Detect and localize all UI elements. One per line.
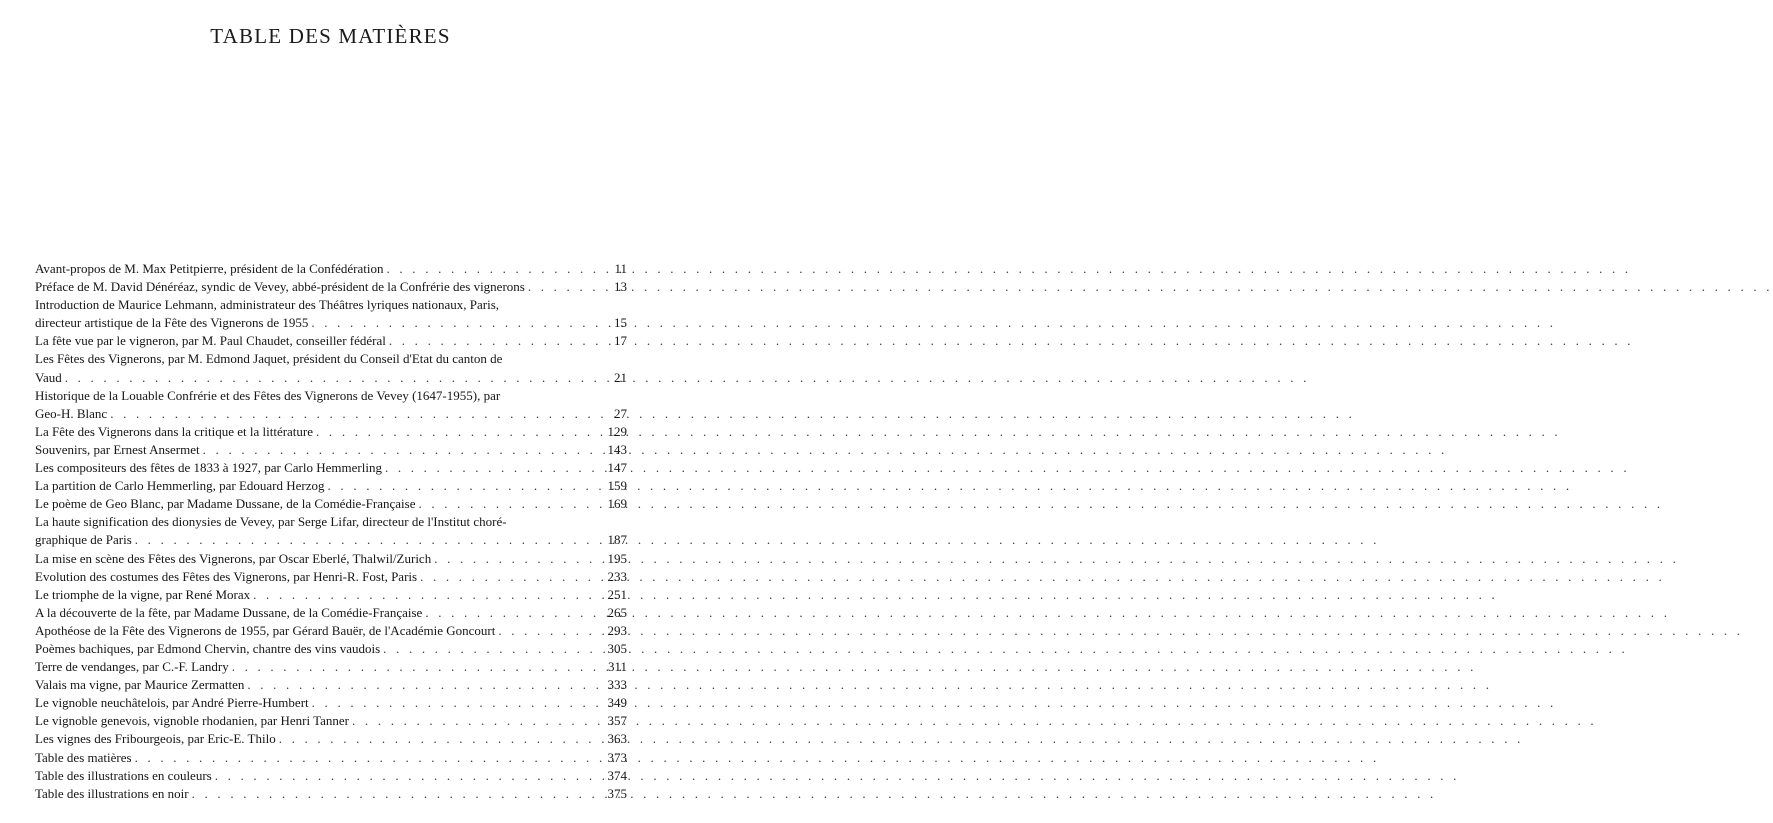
toc-entry-text: A la découverte de la fête, par Madame Dussane, de la Comédie-Française bbox=[35, 604, 423, 620]
toc-entry-text: Vaud bbox=[35, 369, 62, 385]
toc-entry-text: La haute signification des dionysies de Vevey, par Serge Lifar, directeur de l'Institut choré- bbox=[35, 514, 507, 530]
toc-entry-text: Historique de la Louable Confrérie et des Fêtes des Vignerons de Vevey (1647-1955), par bbox=[35, 387, 501, 403]
dot-leader bbox=[232, 658, 599, 676]
toc-entry bbox=[35, 387, 627, 423]
page-number: 333 bbox=[607, 677, 627, 693]
page-number: 159 bbox=[607, 478, 627, 494]
page-number: 195 bbox=[607, 550, 627, 566]
toc-entry bbox=[35, 278, 627, 296]
page-number: 293 bbox=[607, 622, 627, 638]
dot-leader bbox=[279, 730, 599, 748]
toc-entry bbox=[35, 260, 627, 278]
toc-entry-line bbox=[35, 622, 627, 640]
toc-entry-line bbox=[35, 369, 627, 387]
toc-entry bbox=[35, 495, 627, 513]
toc-entry-text: La fête vue par le vigneron, par M. Paul Chaudet, conseiller fédéral bbox=[35, 333, 386, 349]
toc-entry-text: Poèmes bachiques, par Edmond Chervin, chantre des vins vaudois bbox=[35, 640, 381, 656]
page-number: 143 bbox=[607, 441, 627, 457]
toc-entry bbox=[35, 640, 627, 658]
dot-leader bbox=[418, 495, 599, 513]
dot-leader bbox=[135, 531, 599, 549]
page-number: 349 bbox=[607, 695, 627, 711]
dot-leader bbox=[247, 676, 599, 694]
toc-entry-text: Les compositeurs des fêtes de 1833 à 1927, par Carlo Hemmerling bbox=[35, 460, 382, 476]
dot-leader bbox=[528, 278, 599, 296]
toc-entry-line bbox=[35, 405, 627, 423]
toc-entry bbox=[35, 459, 627, 477]
toc-entry-text: Préface de M. David Dénéréaz, syndic de Vevey, abbé-président de la Confrérie des vignerons bbox=[35, 279, 525, 295]
toc-entry bbox=[35, 477, 627, 495]
toc-entry-text: Table des illustrations en couleurs bbox=[35, 767, 212, 783]
toc-entry-text: Avant-propos de M. Max Petitpierre, président de la Confédération bbox=[35, 261, 384, 276]
table-of-contents bbox=[35, 260, 627, 803]
toc-entry-text: Introduction de Maurice Lehmann, administrateur des Théâtres lyriques nationaux, Paris, bbox=[35, 297, 500, 313]
toc-entry-text: Le triomphe de la vigne, par René Morax bbox=[35, 586, 251, 602]
dot-leader bbox=[498, 622, 599, 640]
toc-entry-text: La mise en scène des Fêtes des Vignerons, par Oscar Eberlé, Thalwil/Zurich bbox=[35, 550, 432, 566]
toc-entry-line bbox=[35, 477, 627, 495]
dot-leader bbox=[420, 568, 599, 586]
toc-entry-line bbox=[35, 550, 627, 568]
document-page bbox=[0, 0, 661, 823]
page-number: 27 bbox=[614, 405, 627, 421]
toc-entry-text: Valais ma vigne, par Maurice Zermatten bbox=[35, 677, 245, 693]
page-number: 233 bbox=[607, 568, 627, 584]
toc-entry bbox=[35, 676, 627, 694]
toc-entry-line bbox=[35, 586, 627, 604]
toc-entry-line bbox=[35, 694, 627, 712]
page-number: 13 bbox=[614, 279, 627, 295]
toc-entry-line bbox=[35, 531, 627, 549]
toc-entry-line bbox=[35, 749, 627, 767]
page-number: 251 bbox=[607, 586, 627, 602]
toc-entry-text: Le vignoble genevois, vignoble rhodanien, par Henri Tanner bbox=[35, 713, 350, 729]
toc-entry-line bbox=[35, 332, 627, 350]
page-number: 311 bbox=[607, 659, 627, 675]
page-number: 129 bbox=[607, 423, 627, 439]
dot-leader bbox=[135, 749, 599, 767]
toc-entry-line bbox=[35, 730, 627, 748]
page-title: TABLE DES MATIÈRES bbox=[210, 24, 451, 48]
dot-leader bbox=[328, 477, 599, 495]
dot-leader bbox=[389, 332, 599, 350]
dot-leader bbox=[253, 586, 599, 604]
page-number: 187 bbox=[607, 532, 627, 548]
toc-entry-text: Geo-H. Blanc bbox=[35, 405, 108, 421]
toc-entry bbox=[35, 586, 627, 604]
toc-entry-text: Les Fêtes des Vignerons, par M. Edmond Jaquet, président du Conseil d'Etat du canton de bbox=[35, 351, 503, 367]
toc-entry bbox=[35, 749, 627, 767]
dot-leader bbox=[352, 712, 599, 730]
page-number: 374 bbox=[607, 767, 627, 783]
dot-leader bbox=[316, 423, 599, 441]
toc-entry-line bbox=[35, 712, 627, 730]
toc-entry bbox=[35, 694, 627, 712]
toc-entry-text: Souvenirs, par Ernest Ansermet bbox=[35, 441, 200, 457]
toc-entry-line bbox=[35, 260, 627, 278]
toc-entry bbox=[35, 296, 627, 332]
toc-entry-text: graphique de Paris bbox=[35, 532, 132, 548]
dot-leader bbox=[110, 405, 599, 423]
toc-entry bbox=[35, 767, 627, 785]
toc-entry-text: Evolution des costumes des Fêtes des Vignerons, par Henri-R. Fost, Paris bbox=[35, 568, 418, 584]
toc-entry-line bbox=[35, 423, 627, 441]
toc-entry-line bbox=[35, 785, 627, 803]
dot-leader bbox=[311, 314, 599, 332]
page-number: 147 bbox=[607, 460, 627, 476]
toc-entry-text: Table des matières bbox=[35, 749, 132, 765]
toc-entry-line bbox=[35, 314, 627, 332]
toc-entry bbox=[35, 658, 627, 676]
toc-entry bbox=[35, 568, 627, 586]
page-number: 11 bbox=[614, 261, 627, 276]
toc-entry-line bbox=[35, 676, 627, 694]
toc-entry-text: Le vignoble neuchâtelois, par André Pierre-Humbert bbox=[35, 695, 309, 711]
dot-leader bbox=[385, 459, 599, 477]
toc-entry bbox=[35, 622, 627, 640]
page-number: 357 bbox=[607, 713, 627, 729]
toc-entry bbox=[35, 423, 627, 441]
page-number: 169 bbox=[607, 496, 627, 512]
page-number: 363 bbox=[607, 731, 627, 747]
toc-entry-line bbox=[35, 658, 627, 676]
page-number: 21 bbox=[614, 369, 627, 385]
toc-entry-line bbox=[35, 568, 627, 586]
dot-leader bbox=[387, 260, 600, 278]
dot-leader bbox=[434, 550, 599, 568]
page-number: 375 bbox=[607, 785, 627, 801]
toc-entry-line bbox=[35, 640, 627, 658]
toc-entry-text: La Fête des Vignerons dans la critique et la littérature bbox=[35, 423, 314, 439]
dot-leader bbox=[312, 694, 599, 712]
toc-entry-line bbox=[35, 604, 627, 622]
toc-entry bbox=[35, 604, 627, 622]
toc-entry bbox=[35, 550, 627, 568]
dot-leader bbox=[425, 604, 599, 622]
toc-entry-text: Terre de vendanges, par C.-F. Landry bbox=[35, 659, 229, 675]
page-number: 373 bbox=[607, 749, 627, 765]
dot-leader bbox=[203, 441, 599, 459]
page-number: 15 bbox=[614, 315, 627, 331]
toc-entry-line bbox=[35, 441, 627, 459]
page-number: 17 bbox=[614, 333, 627, 349]
toc-entry bbox=[35, 350, 627, 386]
toc-entry-line bbox=[35, 495, 627, 513]
dot-leader bbox=[215, 767, 599, 785]
toc-entry-line bbox=[35, 278, 627, 296]
toc-entry-text: Le poème de Geo Blanc, par Madame Dussane, de la Comédie-Française bbox=[35, 496, 416, 512]
toc-entry bbox=[35, 441, 627, 459]
dot-leader bbox=[65, 369, 599, 387]
toc-entry bbox=[35, 730, 627, 748]
page-number: 305 bbox=[607, 640, 627, 656]
toc-entry bbox=[35, 332, 627, 350]
toc-entry bbox=[35, 785, 627, 803]
toc-entry-line bbox=[35, 767, 627, 785]
toc-entry bbox=[35, 513, 627, 549]
toc-entry-text: Les vignes des Fribourgeois, par Eric-E. Thilo bbox=[35, 731, 276, 747]
dot-leader bbox=[383, 640, 599, 658]
toc-entry-text: Table des illustrations en noir bbox=[35, 785, 189, 801]
toc-entry-text: directeur artistique de la Fête des Vignerons de 1955 bbox=[35, 315, 309, 331]
toc-entry-text: La partition de Carlo Hemmerling, par Edouard Herzog bbox=[35, 478, 325, 494]
dot-leader bbox=[192, 785, 599, 803]
toc-entry-line bbox=[35, 459, 627, 477]
toc-entry bbox=[35, 712, 627, 730]
toc-entry-text: Apothéose de la Fête des Vignerons de 1955, par Gérard Bauër, de l'Académie Goncourt bbox=[35, 622, 496, 638]
page-number: 265 bbox=[607, 604, 627, 620]
